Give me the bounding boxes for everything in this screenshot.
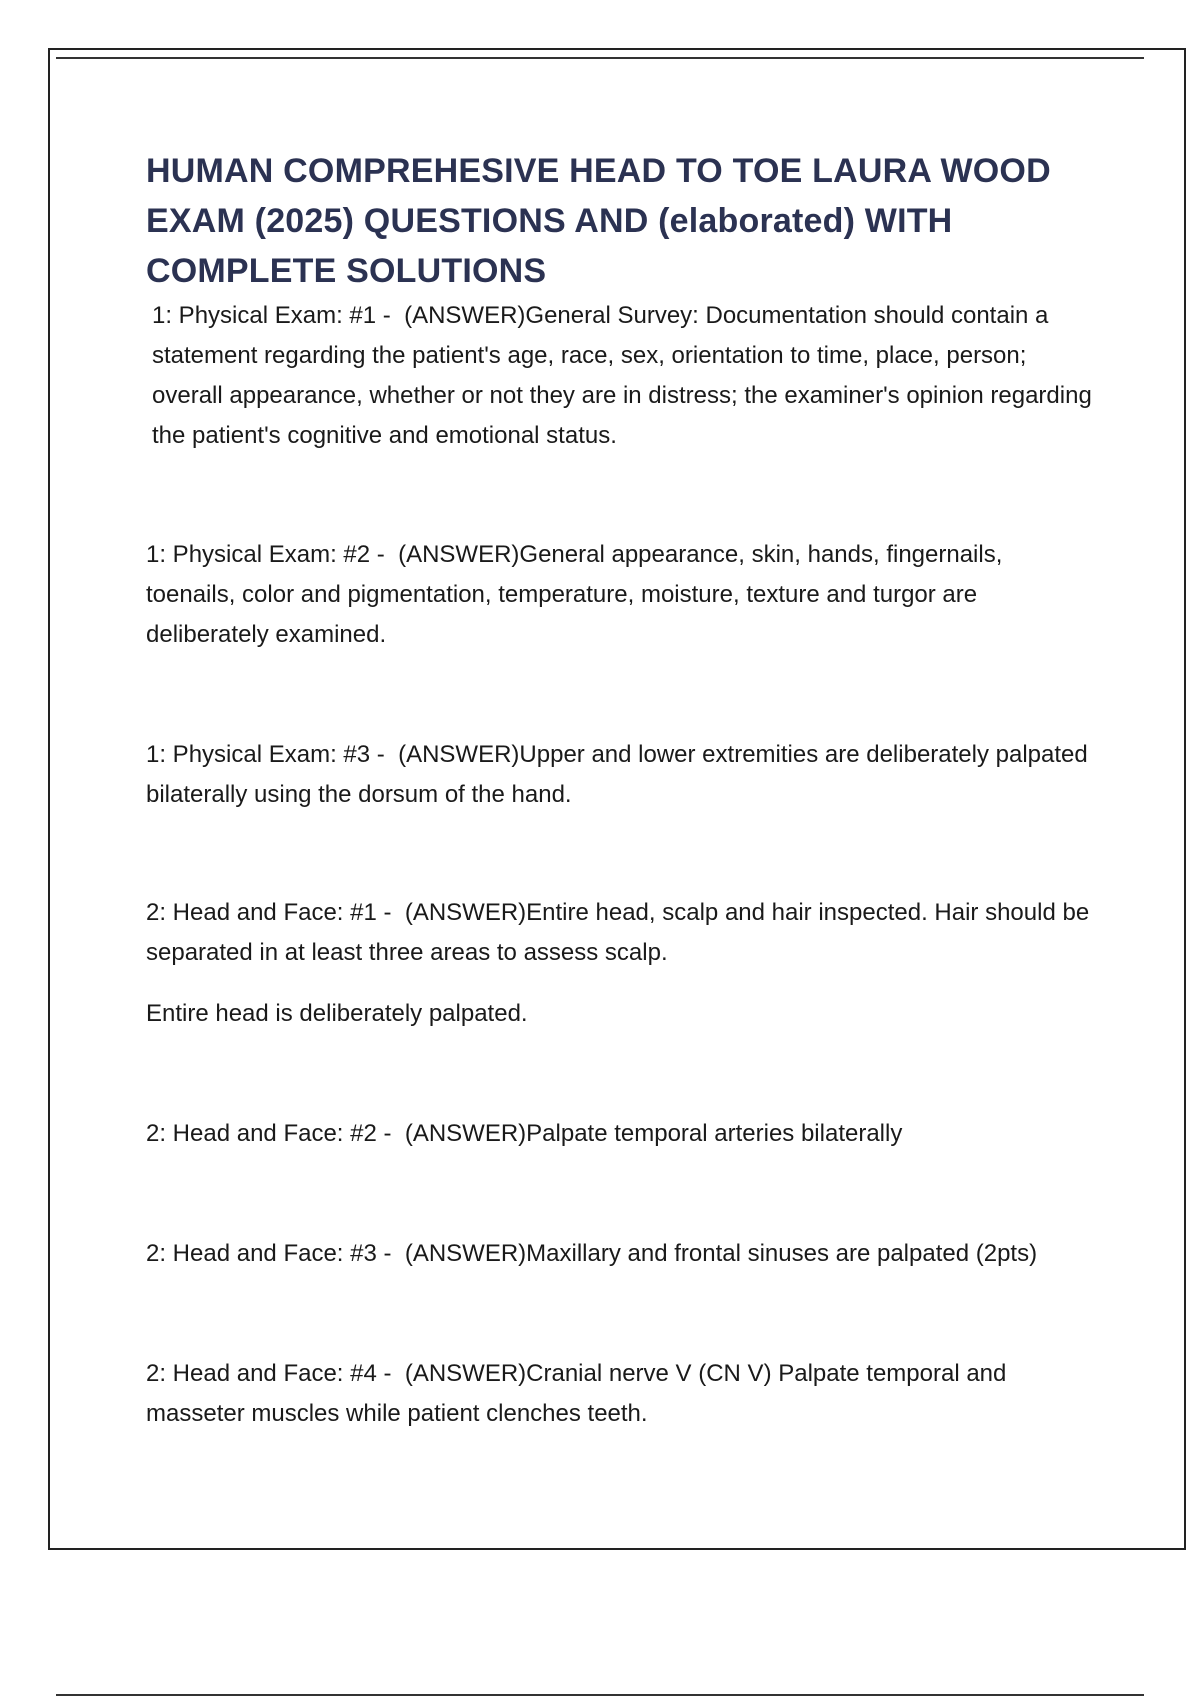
qa-item — [146, 535, 1096, 655]
question-label: 2: Head and Face: #1 - — [146, 899, 405, 926]
answer-text: (ANSWER)Entire head, scalp and hair inspected. Hair should be separated in at least three areas to assess scalp. — [146, 899, 1090, 966]
answer-text: (ANSWER)General appearance, skin, hands, fingernails, toenails, color and pigmentation, temperature, moisture, texture and turgor are deliberately examined. — [146, 541, 1003, 648]
answer-text: (ANSWER)General Survey: Documentation should contain a statement regarding the patient's age, race, sex, orientation to time, place, person; overall appearance, whether or not they are in distress; the examiner's opinion regarding the patient's cognitive and emotional status. — [152, 302, 1092, 449]
question-label: 1: Physical Exam: #3 - — [146, 741, 399, 768]
qa-item — [146, 296, 1096, 456]
question-label: 2: Head and Face: #2 - — [146, 1120, 405, 1147]
answer-continuation: Entire head is deliberately palpated. — [146, 1000, 528, 1027]
question-label: 1: Physical Exam: #2 - — [146, 541, 399, 568]
document-content — [146, 146, 1096, 1434]
question-label: 2: Head and Face: #3 - — [146, 1240, 405, 1267]
qa-item — [146, 893, 1096, 973]
question-label: 1: Physical Exam: #1 - — [152, 302, 405, 329]
document-title: HUMAN COMPREHESIVE HEAD TO TOE LAURA WOOD EXAM (2025) QUESTIONS AND (elaborated) WITH COMPLETE SOLUTIONS — [146, 152, 1051, 290]
qa-item — [146, 1234, 1096, 1274]
bottom-rule — [56, 1694, 1144, 1696]
qa-item — [146, 1114, 1096, 1154]
answer-text: (ANSWER)Maxillary and frontal sinuses are palpated (2pts) — [404, 1240, 1038, 1267]
question-label: 2: Head and Face: #4 - — [146, 1360, 405, 1387]
qa-item — [146, 1354, 1096, 1434]
qa-item — [146, 735, 1096, 815]
answer-text: (ANSWER)Palpate temporal arteries bilaterally — [404, 1120, 903, 1147]
answer-text: (ANSWER)Upper and lower extremities are deliberately palpated bilaterally using the dorsum of the hand. — [146, 741, 1088, 808]
answer-text: (ANSWER)Cranial nerve V (CN V) Palpate temporal and masseter muscles while patient clenches teeth. — [146, 1360, 1007, 1427]
